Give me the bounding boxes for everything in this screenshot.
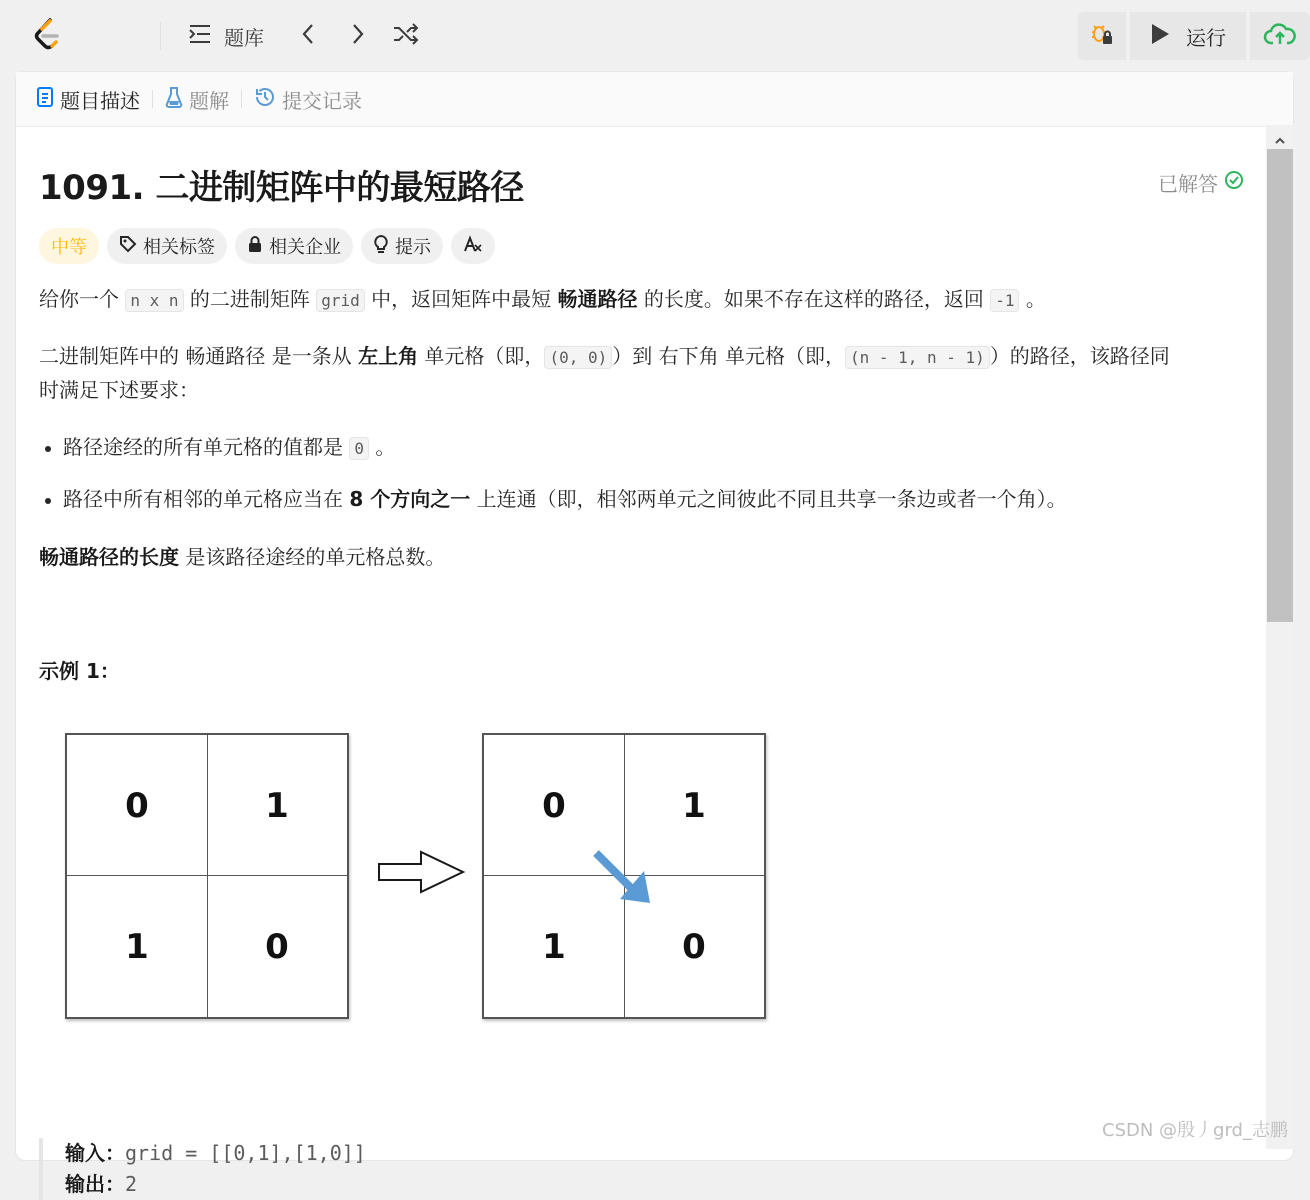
grid-cell: 1 — [682, 785, 706, 826]
tag-row — [39, 228, 495, 264]
output-value: 2 — [125, 1172, 138, 1196]
bold-text: 畅通路径的长度 — [39, 545, 179, 569]
chevron-left-icon — [301, 23, 315, 49]
grid-cell: 0 — [265, 926, 289, 967]
text: 路径途经的所有单元格的值都是 — [63, 435, 350, 459]
tab-submissions-label: 提交记录 — [282, 88, 362, 113]
related-tags-button[interactable] — [107, 228, 227, 264]
tab-divider — [241, 90, 242, 108]
requirement-item — [63, 483, 1263, 515]
shuffle-icon — [392, 23, 420, 49]
scrollbar-thumb[interactable] — [1267, 149, 1293, 622]
chevron-right-icon — [351, 23, 365, 49]
panel-tab-bar — [16, 72, 1293, 127]
example-input-line — [65, 1138, 366, 1169]
bold-text: 畅通路径 — [557, 287, 638, 311]
run-label: 运行 — [1186, 25, 1226, 50]
submit-button[interactable] — [1250, 12, 1310, 60]
translate-button[interactable] — [451, 228, 495, 264]
inline-code: n x n — [125, 289, 183, 312]
text: 二进制矩阵中的 畅通路径 是一条从 — [39, 344, 359, 368]
grid-cell: 1 — [542, 926, 566, 967]
example-output-line — [65, 1169, 366, 1200]
example-grid-after — [482, 733, 766, 1019]
description-paragraph — [39, 283, 1239, 317]
lock-icon — [247, 235, 263, 258]
related-companies-button[interactable] — [235, 228, 353, 264]
input-label: 输入： — [65, 1141, 125, 1165]
lightbulb-icon — [373, 234, 389, 259]
cloud-upload-icon — [1264, 22, 1296, 51]
related-companies-label: 相关企业 — [269, 237, 341, 258]
bug-lock-icon — [1090, 22, 1114, 51]
list-icon — [188, 23, 212, 50]
text: 。 — [369, 435, 396, 459]
tag-icon — [119, 235, 137, 258]
bold-text: 8 个方向之一 — [349, 487, 471, 511]
hint-button[interactable] — [361, 228, 443, 264]
solved-status-label: 已解答 — [1158, 172, 1218, 196]
text: ）的路径，该路径同 — [989, 344, 1170, 368]
solved-status — [1158, 168, 1244, 197]
text: 上连通（即，相邻两单元之间彼此不同且共享一条边或者一个角）。 — [470, 487, 1067, 511]
inline-code: -1 — [990, 289, 1019, 312]
next-problem-button[interactable] — [342, 18, 374, 54]
play-icon — [1150, 23, 1170, 50]
grid-cell: 0 — [542, 785, 566, 826]
tab-submissions[interactable] — [254, 85, 362, 114]
text: 的长度。如果不存在这样的路径，返回 — [637, 287, 991, 311]
vertical-scrollbar[interactable] — [1266, 125, 1294, 1149]
inline-code: (n - 1, n - 1) — [845, 346, 990, 369]
example-heading: 示例 1： — [39, 659, 120, 683]
scroll-up-icon[interactable] — [1275, 131, 1285, 141]
flask-icon — [165, 86, 183, 113]
tab-divider — [152, 90, 153, 108]
text: 单元格（即， — [418, 344, 545, 368]
problem-panel — [15, 71, 1294, 1196]
grid-cell: 1 — [265, 785, 289, 826]
random-problem-button[interactable] — [390, 18, 422, 54]
text: 。 — [1019, 287, 1046, 311]
problem-list-button[interactable] — [188, 18, 264, 54]
input-value: grid = [[0,1],[1,0]] — [125, 1141, 366, 1165]
top-nav-bar — [0, 0, 1306, 72]
run-button[interactable] — [1130, 12, 1246, 60]
example-io-block — [39, 1138, 366, 1200]
text: 给你一个 — [39, 287, 126, 311]
requirement-item — [63, 431, 1263, 465]
bullet-dot — [45, 446, 51, 452]
history-icon — [254, 86, 276, 113]
tab-solutions[interactable] — [165, 85, 229, 114]
check-circle-icon — [1224, 170, 1244, 195]
run-actions — [1078, 12, 1310, 60]
grid-cell: 0 — [125, 785, 149, 826]
tab-solutions-label: 题解 — [189, 88, 229, 113]
tab-description[interactable] — [36, 85, 140, 114]
prev-problem-button[interactable] — [292, 18, 324, 54]
text: ）到 右下角 单元格（即， — [612, 344, 845, 368]
nav-divider — [160, 22, 161, 50]
text: 时满足下述要求： — [39, 378, 199, 402]
translate-icon — [463, 235, 483, 258]
output-label: 输出： — [65, 1172, 125, 1196]
bold-text: 左上角 — [358, 344, 419, 368]
example-grid-before — [65, 733, 349, 1019]
text: 路径中所有相邻的单元格应当在 — [63, 487, 350, 511]
inline-code: (0, 0) — [544, 346, 612, 369]
problem-list-label: 题库 — [224, 25, 264, 50]
tab-description-label: 题目描述 — [60, 88, 140, 113]
text: 中，返回矩阵中最短 — [364, 287, 558, 311]
document-icon — [36, 86, 54, 113]
difficulty-badge[interactable]: 中等 — [39, 228, 99, 264]
grid-cell: 1 — [125, 926, 149, 967]
hint-label: 提示 — [395, 237, 431, 258]
text: 是该路径途经的单元格总数。 — [179, 545, 446, 569]
description-paragraph — [39, 541, 1239, 573]
watermark: CSDN @殷丿grd_志鹏 — [1102, 1120, 1288, 1141]
leetcode-logo-icon[interactable] — [30, 16, 66, 54]
title-row — [39, 160, 1244, 210]
description-paragraph — [39, 340, 1239, 406]
grid-cell: 0 — [682, 926, 706, 967]
debug-button[interactable] — [1078, 12, 1126, 60]
transform-arrow-icon — [377, 850, 467, 898]
inline-code: grid — [316, 289, 365, 312]
inline-code: 0 — [349, 437, 369, 460]
related-tags-label: 相关标签 — [143, 237, 215, 258]
bullet-dot — [45, 498, 51, 504]
text: 的二进制矩阵 — [183, 287, 317, 311]
problem-title[interactable]: 1091. 二进制矩阵中的最短路径 — [39, 168, 524, 208]
path-arrow-icon — [592, 847, 654, 911]
